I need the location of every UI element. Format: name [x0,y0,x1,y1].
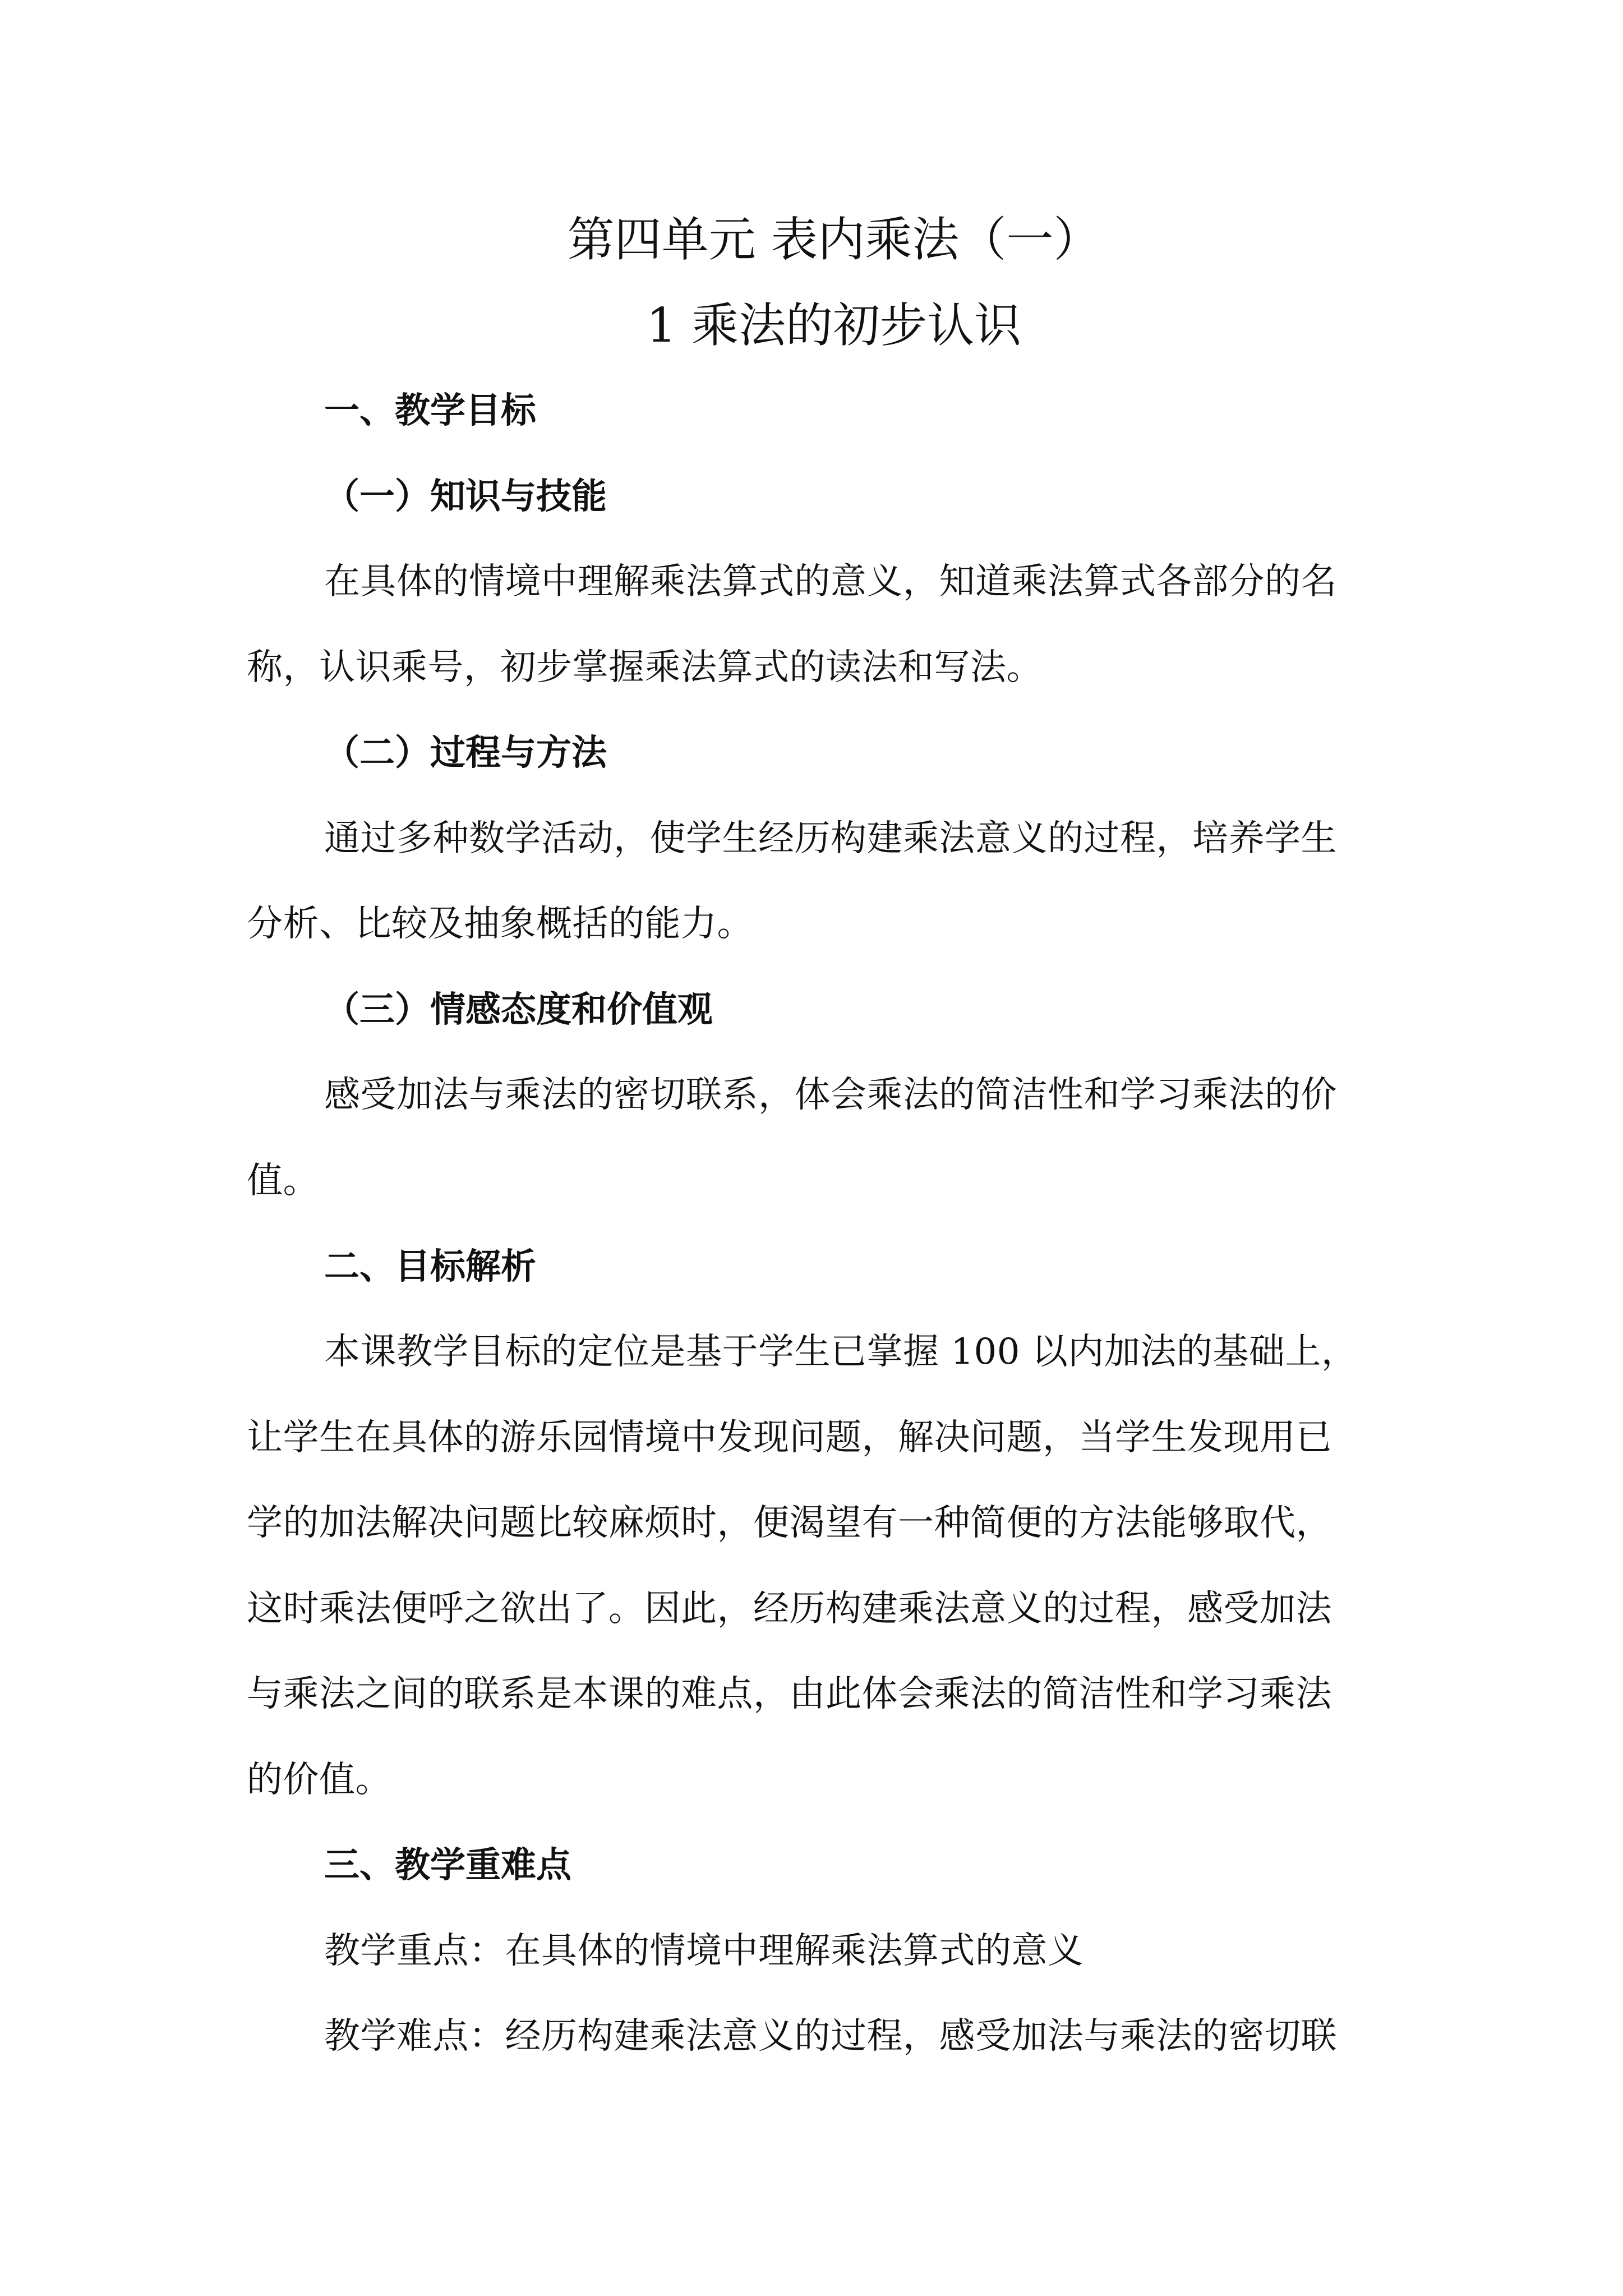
paragraph-line: 称，认识乘号，初步掌握乘法算式的读法和写法。 [247,647,1043,688]
paragraph-line: 与乘法之间的联系是本课的难点，由此体会乘法的简洁性和学习乘法 [247,1673,1332,1715]
paragraph-line: 值。 [247,1160,319,1202]
paragraph-line: 教学重点：在具体的情境中理解乘法算式的意义 [324,1930,1084,1972]
paragraph-line: 让学生在具体的游乐园情境中发现问题，解决问题，当学生发现用已 [247,1417,1332,1458]
paragraph-line: 感受加法与乘法的密切联系，体会乘法的简洁性和学习乘法的价 [324,1074,1337,1116]
section-heading-key-difficult-points: 三、教学重难点 [324,1844,571,1885]
paragraph-line: 学的加法解决问题比较麻烦时，便渴望有一种简便的方法能够取代， [247,1502,1332,1544]
paragraph-line: 的价值。 [247,1759,391,1801]
section-heading-goal-analysis: 二、目标解析 [324,1246,536,1287]
paragraph-line: 在具体的情境中理解乘法算式的意义，知道乘法算式各部分的名 [324,561,1337,602]
section-heading-teaching-goals: 一、教学目标 [324,390,536,431]
unit-title: 第四单元 表内乘法（一） [567,212,1101,267]
subheading-knowledge-skills: （一）知识与技能 [324,476,607,517]
paragraph-line: 通过多种数学活动，使学生经历构建乘法意义的过程，培养学生 [324,818,1337,859]
lesson-title: 1 乘法的初步认识 [646,298,1022,353]
subheading-attitudes-values: （三）情感态度和价值观 [324,989,713,1030]
paragraph-line: 本课教学目标的定位是基于学生已掌握 100 以内加法的基础上， [324,1331,1358,1373]
paragraph-line: 教学难点：经历构建乘法意义的过程，感受加法与乘法的密切联 [324,2016,1337,2057]
subheading-process-methods: （二）过程与方法 [324,732,607,773]
paragraph-line: 分析、比较及抽象概括的能力。 [247,903,753,945]
paragraph-line: 这时乘法便呼之欲出了。因此，经历构建乘法意义的过程，感受加法 [247,1588,1332,1630]
